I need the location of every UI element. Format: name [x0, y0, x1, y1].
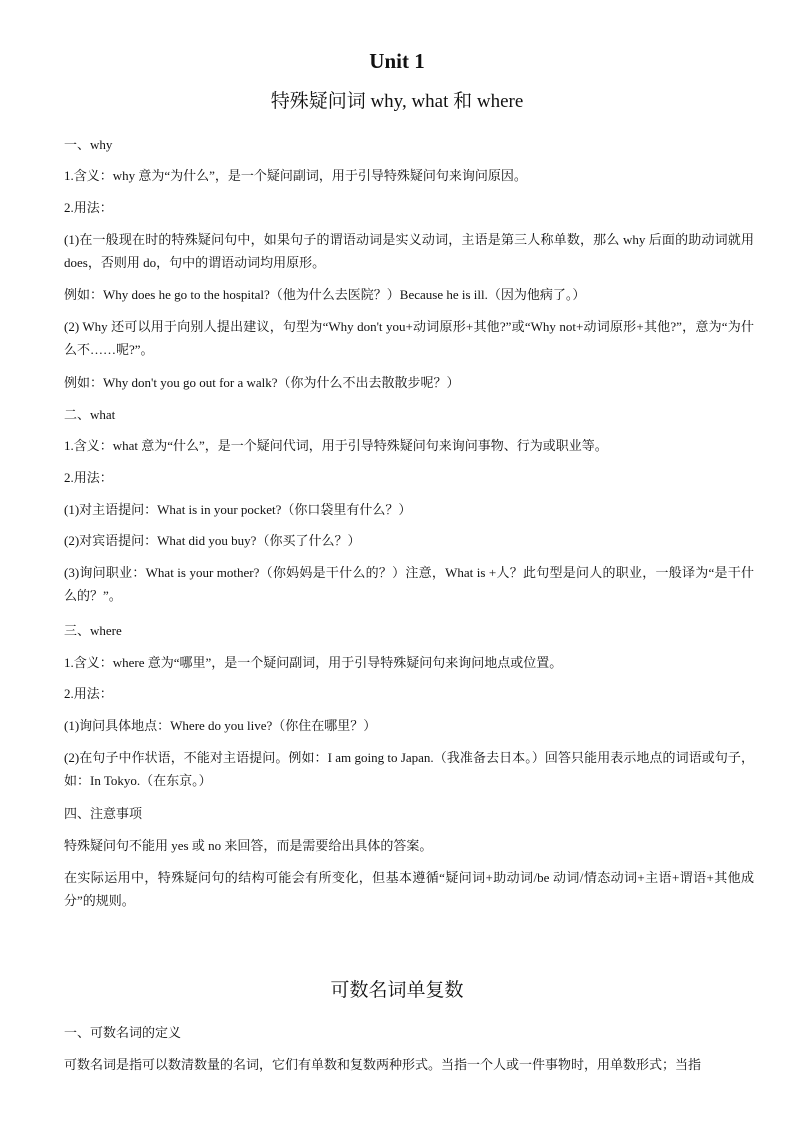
section-heading-countable-nouns: 可数名词单复数 — [330, 980, 464, 1001]
heading-where: 三、where — [64, 623, 122, 638]
paragraph: 1.含义：where 意为“哪里”，是一个疑问副词，用于引导特殊疑问句来询问地点或位置。 — [64, 655, 563, 670]
paragraph: (3)询问职业：What is your mother?（你妈妈是干什么的？）注意，What is +人？此句型是问人的职业，一般译为“是干什么的？”。 — [64, 565, 754, 603]
page-title: Unit 1 — [369, 49, 425, 73]
paragraph: (1)对主语提问：What is in your pocket?（你口袋里有什么？） — [64, 502, 412, 517]
paragraph: 2.用法： — [64, 200, 113, 215]
paragraph: 1.含义：why 意为“为什么”，是一个疑问副词，用于引导特殊疑问句来询问原因。 — [64, 168, 527, 183]
paragraph: 特殊疑问句不能用 yes 或 no 来回答，而是需要给出具体的答案。 — [64, 838, 433, 853]
paragraph: (2) Why 还可以用于向别人提出建议，句型为“Why don't you+动词原形+其他?”或“Why not+动词原形+其他?”，意为“为什么不……呢?”。 — [64, 319, 754, 357]
paragraph: 2.用法： — [64, 686, 113, 701]
section-heading-question-words: 特殊疑问词 why, what 和 where — [270, 91, 524, 112]
example-sentence: 例如：Why does he go to the hospital?（他为什么去医院？）Because he is ill.（因为他病了。） — [64, 287, 586, 302]
paragraph: (1)询问具体地点：Where do you live?（你住在哪里？） — [64, 718, 377, 733]
paragraph: 1.含义：what 意为“什么”，是一个疑问代词，用于引导特殊疑问句来询问事物、行为或职业等。 — [64, 438, 608, 453]
paragraph: 可数名词是指可以数清数量的名词，它们有单数和复数两种形式。当指一个人或一件事物时，用单数形式；当指 — [64, 1057, 702, 1072]
heading-definition: 一、可数名词的定义 — [64, 1025, 182, 1040]
paragraph: (1)在一般现在时的特殊疑问句中，如果句子的谓语动词是实义动词，主语是第三人称单数，那么 why 后面的助动词就用 does，否则用 do，句中的谓语动词均用原形。 — [64, 232, 754, 270]
heading-what: 二、what — [64, 407, 116, 422]
heading-notes: 四、注意事项 — [64, 806, 143, 821]
example-sentence: 例如：Why don't you go out for a walk?（你为什么不出去散散步呢？） — [64, 375, 460, 390]
paragraph: 2.用法： — [64, 470, 113, 485]
paragraph: 在实际运用中，特殊疑问句的结构可能会有所变化，但基本遵循“疑问词+助动词/be 动词/情态动词+主语+谓语+其他成分”的规则。 — [64, 870, 754, 908]
paragraph: (2)对宾语提问：What did you buy?（你买了什么？） — [64, 533, 361, 548]
paragraph: (2)在句子中作状语，不能对主语提问。例如：I am going to Japan.（我准备去日本。）回答只能用表示地点的词语或句子，如：In Tokyo.（在东京。） — [64, 750, 754, 788]
heading-why: 一、why — [64, 137, 113, 152]
